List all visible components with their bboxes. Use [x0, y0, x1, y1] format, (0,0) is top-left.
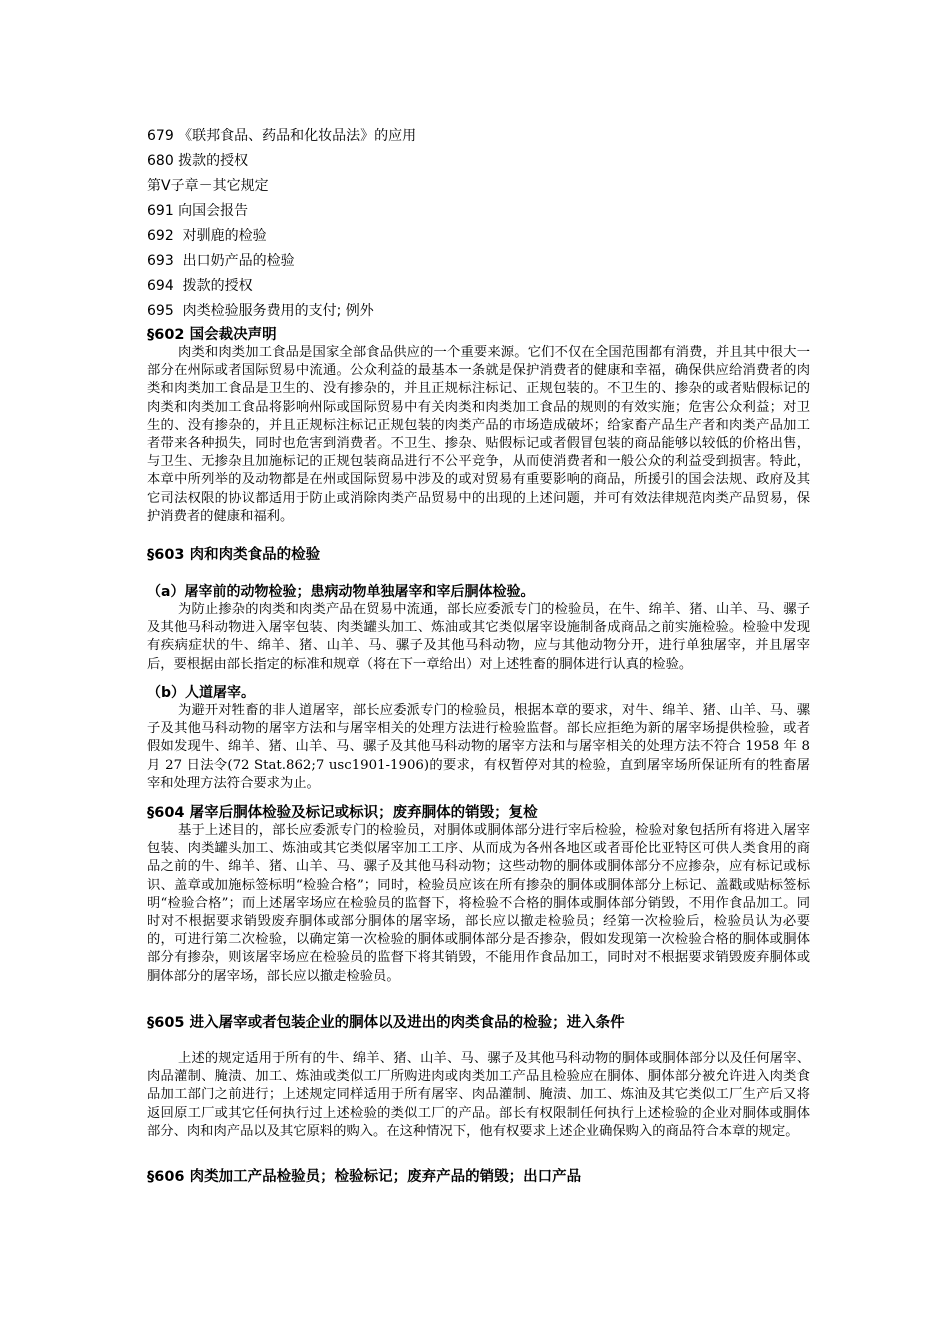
toc-item-694: 694 拨款的授权 [147, 278, 253, 294]
section-602-paragraph: 肉类和肉类加工食品是国家全部食品供应的一个重要来源。它们不仅在全国范围都有消费，并且其中很大一部分在州际或者国际贸易中流通。公众利益的最基本一条就是保护消费者的健康和幸福，确保供应给消费者的肉类和肉类加工食品是卫生的、没有掺杂的，并且正规标注标记、正规包装的。不卫生的、掺杂的或者贴假标记的肉类和肉类加工食品将影响州际或国际贸易中有关肉类和肉类加工食品的规则的有效实施；危害公众利益；对卫生的、没有掺杂的，并且正规标注标记正规包装的肉类产品的市场造成破坏；给家畜产品生产者和肉类产品加工者带来各种损失，同时也危害到消费者。不卫生、掺杂、贴假标记或者假冒包装的商品能够以较低的价格出售，与卫生、无掺杂且加施标记的正规包装商品进行不公平竞争，从而使消费者和一般公众的利益受到损害。特此，本章中所列举的及动物都是在州或国际贸易中涉及的或对贸易有重要影响的商品，所援引的国会法规、政府及其它司法权限的协议都适用于防止或消除肉类产品贸易中的出现的上述问题，并可有效法律规范肉类产品贸易，保护消费者的健康和福利。 [147, 345, 810, 524]
section-605-paragraph: 上述的规定适用于所有的牛、绵羊、猪、山羊、马、骡子及其他马科动物的胴体或胴体部分以及任何屠宰、肉品灌制、腌渍、加工、炼油或类似工厂所购进肉或肉类加工产品且检验应在胴体、胴体部分被允许进入肉类食品加工部门之前进行；上述规定同样适用于所有屠宰、肉品灌制、腌渍、加工、炼油及其它类似工厂生产后又将返回原工厂或其它任何执行过上述检验的类似工厂的产品。部长有权限制任何执行上述检验的企业对胴体或胴体部分、肉和肉产品以及其它原料的购入。在这种情况下，他有权要求上述企业确保购入的商品符合本章的规定。 [147, 1051, 810, 1139]
section-606-heading: §606 肉类加工产品检验员；检验标记；废弃产品的销毁；出口产品 [147, 1169, 582, 1185]
section-604-heading: §604 屠宰后胴体检验及标记或标识；废弃胴体的销毁；复检 [147, 805, 538, 821]
section-604-paragraph: 基于上述目的，部长应委派专门的检验员，对胴体或胴体部分进行宰后检验，检验对象包括所有将进入屠宰包装、肉类罐头加工、炼油或其它类似屠宰加工工序、从而成为各州各地区或者哥伦比亚特区可供人类食用的商品之前的牛、绵羊、猪、山羊、马、骡子及其他马科动物；这些动物的胴体或胴体部分不应掺杂，应有标记或标识、盖章或加施标签标明“检验合格”；同时，检验员应该在所有掺杂的胴体或胴体部分上标记、盖戳或贴标签标明“检验合格”；而上述屠宰场应在检验员的监督下，将检验不合格的胴体或胴体部分销毁，不用作食品加工。同时对不根据要求销毁废弃胴体或部分胴体的屠宰场，部长应以撤走检验员；经第一次检验后，检验员认为必要的，可进行第二次检验，以确定第一次检验的胴体或胴体部分是否掺杂，假如发现第一次检验合格的胴体或胴体部分有掺杂，则该屠宰场应在检验员的监督下将其销毁，不能用作食品加工，同时对不根据要求销毁废弃胴体或胴体部分的屠宰场，部长应以撤走检验员。 [147, 823, 810, 984]
section-603-a-heading: （a）屠宰前的动物检验；患病动物单独屠宰和宰后胴体检验。 [147, 584, 535, 600]
section-603-b-heading: （b）人道屠宰。 [147, 685, 256, 701]
toc-item-680: 680 拨款的授权 [147, 153, 249, 169]
section-603-heading: §603 肉和肉类食品的检验 [147, 547, 321, 563]
toc-item-679: 679 《联邦食品、药品和化妆品法》的应用 [147, 128, 417, 144]
table-of-contents [147, 124, 847, 324]
toc-item-691: 691 向国会报告 [147, 203, 249, 219]
toc-item-695: 695 肉类检验服务费用的支付; 例外 [147, 303, 374, 319]
section-602-heading: §602 国会裁决声明 [147, 327, 277, 343]
section-605-heading: §605 进入屠宰或者包装企业的胴体以及进出的肉类食品的检验；进入条件 [147, 1015, 625, 1031]
toc-subchapter-v: 第Ⅴ子章－其它规定 [147, 178, 269, 194]
toc-item-692: 692 对驯鹿的检验 [147, 228, 267, 244]
section-603-a-paragraph: 为防止掺杂的肉类和肉类产品在贸易中流通，部长应委派专门的检验员，在牛、绵羊、猪、山羊、马、骡子及其他马科动物进入屠宰包装、肉类罐头加工、炼油或其它类似屠宰设施制备成商品之前实施检验。检验中发现有疾病症状的牛、绵羊、猪、山羊、马、骡子及其他马科动物，应与其他动物分开，进行单独屠宰，并且屠宰后，要根据由部长指定的标准和规章（将在下一章给出）对上述牲畜的胴体进行认真的检验。 [147, 602, 810, 672]
section-603-b-paragraph: 为避开对牲畜的非人道屠宰，部长应委派专门的检验员，根据本章的要求，对牛、绵羊、猪、山羊、马、骡子及其他马科动物的屠宰方法和与屠宰相关的处理方法进行检验监督。部长应拒绝为新的屠宰场提供检验，或者假如发现牛、绵羊、猪、山羊、马、骡子及其他马科动物的屠宰方法和与屠宰相关的处理方法不符合 1958 年 8 月 27 日法令(72 Stat.862;7 usc1901-1906)的要求，有权暂停对其的检验，直到屠宰场所保证所有的牲畜屠宰和处理方法符合要求为止。 [147, 703, 810, 791]
toc-item-693: 693 出口奶产品的检验 [147, 253, 295, 269]
